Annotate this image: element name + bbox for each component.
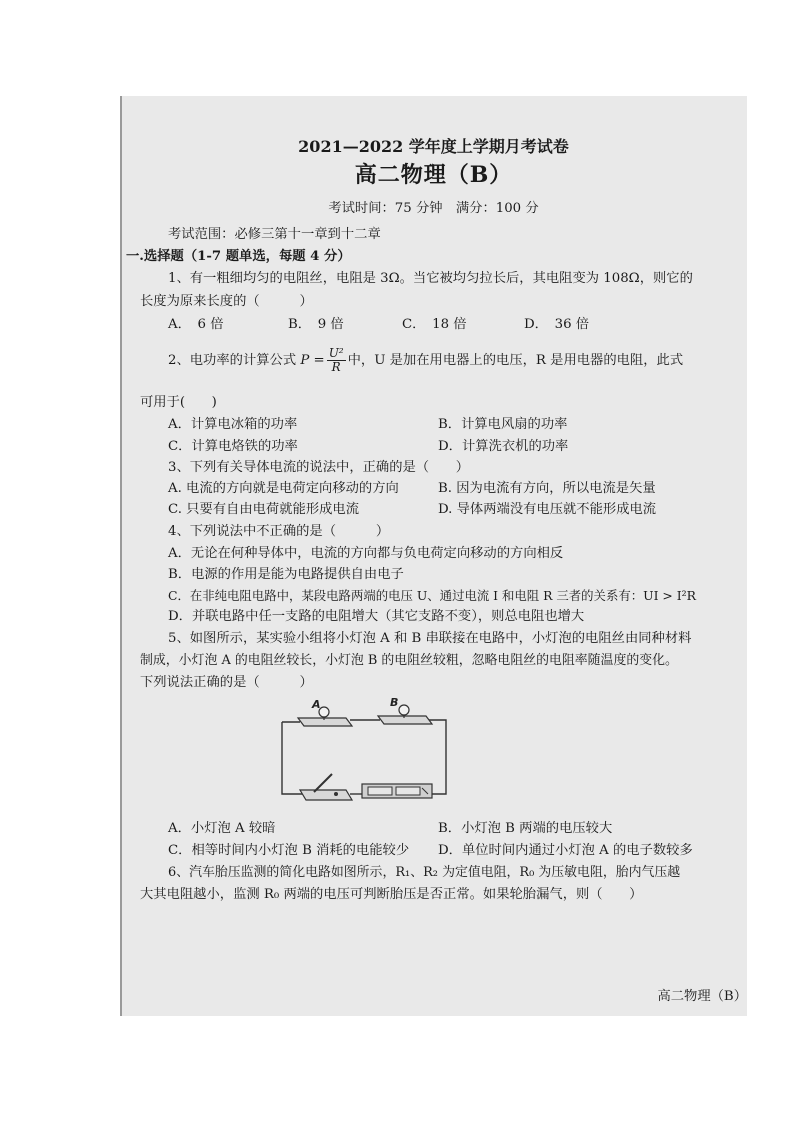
- q5-stem-line2: 制成，小灯泡 A 的电阻丝较长，小灯泡 B 的电阻丝较粗，忽略电阻丝的电阻率随温度的变化。: [140, 653, 678, 668]
- battery-cell-1: [368, 787, 392, 795]
- q2-formula-denominator: R: [331, 360, 341, 374]
- q3-option-d: D. 导体两端没有电压就不能形成电流: [438, 502, 657, 517]
- q2-formula-lhs: P =: [300, 353, 325, 368]
- q4-stem: 4、下列说法中不正确的是（ ）: [168, 524, 390, 539]
- switch-contact: [334, 792, 338, 796]
- exam-title: 2021—2022 学年度上学期月考试卷: [298, 137, 569, 156]
- bulb-a-board: [298, 718, 352, 726]
- bulb-a-label: A: [312, 698, 321, 711]
- page-footer: 高二物理（B）: [657, 989, 747, 1004]
- q4-option-b: B．电源的作用是能为电路提供自由电子: [168, 567, 404, 582]
- q2-option-b: B．计算电风扇的功率: [438, 417, 568, 432]
- q2-formula-numerator: U²: [328, 346, 344, 360]
- subject-title: 高二物理（B）: [354, 162, 513, 188]
- q1-stem-line2: 长度为原来长度的（ ）: [140, 294, 313, 309]
- q4-option-d: D．并联电路中任一支路的电阻增大（其它支路不变），则总电阻也增大: [168, 609, 585, 624]
- switch-board: [300, 790, 352, 800]
- q5-option-d: D．单位时间内通过小灯泡 A 的电子数较多: [438, 843, 693, 858]
- q1-option-b: B． 9 倍: [288, 317, 344, 332]
- q2-stem-line2: 可用于( ): [140, 395, 217, 410]
- q3-option-a: A. 电流的方向就是电荷定向移动的方向: [168, 481, 399, 496]
- q2-formula-fraction: [327, 347, 346, 374]
- bulb-b-icon: [399, 705, 409, 715]
- q1-option-c: C． 18 倍: [402, 317, 467, 332]
- q1-stem-line1: 1、有一粗细均匀的电阻丝，电阻是 3Ω。当它被均匀拉长后，其电阻变为 108Ω，则它的: [168, 271, 693, 286]
- q6-stem-line1: 6、汽车胎压监测的简化电路如图所示，R₁、R₂ 为定值电阻，R₀ 为压敏电阻，胎内气压越: [168, 865, 681, 880]
- exam-scope: 考试范围：必修三第十一章到十二章: [168, 227, 381, 242]
- q5-circuit-diagram: [270, 694, 470, 812]
- q1-option-d: D． 36 倍: [524, 317, 590, 332]
- q5-option-b: B．小灯泡 B 两端的电压较大: [438, 821, 613, 836]
- q2-option-c: C．计算电烙铁的功率: [168, 439, 298, 454]
- q2-stem-line1: [168, 346, 683, 376]
- bulb-b-board: [378, 716, 432, 724]
- q2-option-d: D．计算洗衣机的功率: [438, 439, 569, 454]
- exam-info: 考试时间：75 分钟 满分：100 分: [328, 201, 539, 216]
- wire-left: [282, 722, 306, 794]
- wire-right: [428, 720, 446, 794]
- q4-option-a: A．无论在何种导体中，电流的方向都与负电荷定向移动的方向相反: [168, 546, 564, 561]
- q5-stem-line1: 5、如图所示，某实验小组将小灯泡 A 和 B 串联接在电路中，小灯泡的电阻丝由同种材料: [168, 631, 692, 646]
- q3-option-b: B. 因为电流有方向，所以电流是矢量: [438, 481, 656, 496]
- q5-stem-line3: 下列说法正确的是（ ）: [140, 675, 313, 690]
- q5-option-c: C．相等时间内小灯泡 B 消耗的电能较少: [168, 843, 410, 858]
- q2-option-a: A．计算电冰箱的功率: [168, 417, 298, 432]
- section-title: 一.选择题（1-7 题单选，每题 4 分）: [126, 249, 351, 264]
- q1-option-a: A． 6 倍: [168, 317, 224, 332]
- q3-option-c: C. 只要有自由电荷就能形成电流: [168, 502, 360, 517]
- q5-option-a: A．小灯泡 A 较暗: [168, 821, 276, 836]
- bulb-b-label: B: [390, 696, 399, 709]
- q2-prefix: 2、电功率的计算公式: [168, 353, 301, 368]
- q6-stem-line2: 大其电阻越小，监测 R₀ 两端的电压可判断胎压是否正常。如果轮胎漏气，则（ ）: [140, 887, 643, 902]
- battery-cell-2: [396, 787, 420, 795]
- switch-lever: [314, 774, 332, 792]
- q2-suffix: 中，U 是加在用电器上的电压，R 是用电器的电阻，此式: [347, 353, 684, 368]
- q3-stem: 3、下列有关导体电流的说法中，正确的是（ ）: [168, 460, 469, 475]
- q4-option-c: C．在非纯电阻电路中，某段电路两端的电压 U、通过电流 I 和电阻 R 三者的关系有：UI > I²R: [168, 588, 696, 603]
- scanned-exam-page: [120, 96, 747, 1016]
